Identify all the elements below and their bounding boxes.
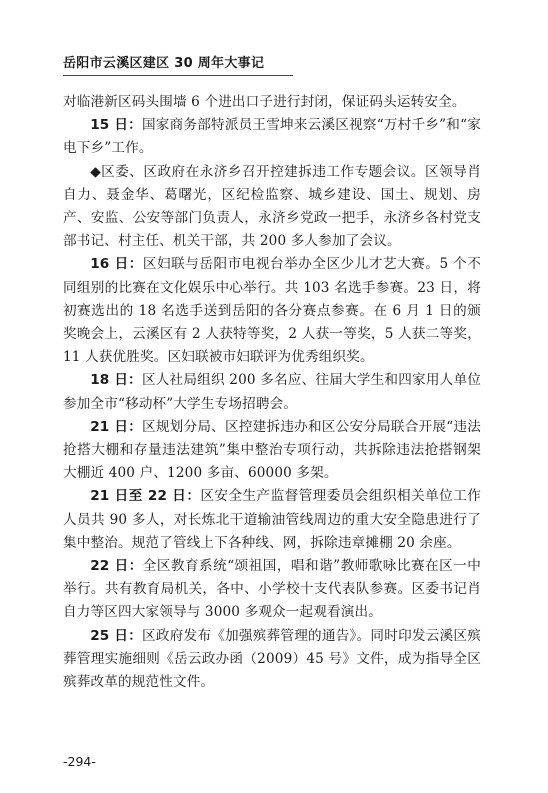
entry-text: ◆区委、区政府在永济乡召开控建拆违工作专题会议。区领导肖自力、聂金华、葛曙光，区纪检监察、城乡建设、国土、规划、房产、安监、公安等部门负责人，永济乡党政一把手，永济乡各村党支部书记、村主任、机关干部，共 200 多人参加了会议。 — [63, 163, 481, 250]
entry-date: 25 日： — [90, 627, 143, 644]
entry-text: 区政府发布《加强殡葬管理的通告》。同时印发云溪区殡葬管理实施细则《岳云政办函（2009）45 号》文件，成为指导全区殡葬改革的规范性文件。 — [63, 627, 481, 691]
entry-paragraph — [63, 369, 481, 415]
entry-date: 16 日： — [90, 256, 143, 273]
entry-paragraph — [63, 416, 481, 486]
running-header: 岳阳市云溪区建区 30 周年大事记 — [63, 56, 265, 71]
entry-paragraph — [63, 91, 481, 114]
entry-text: 对临港新区码头围墙 6 个进出口子进行封闭，保证码头运转安全。 — [63, 94, 466, 110]
page-body — [63, 91, 481, 694]
entry-date: 21 日至 22 日： — [90, 488, 201, 505]
entry-date: 15 日： — [90, 117, 142, 134]
page-number: -294- — [63, 754, 96, 769]
entry-text: 区妇联与岳阳市电视台举办全区少儿才艺大赛。5 个不同组别的比赛在文化娱乐中心举行。共 103 名选手参赛。23 日，将初赛选出的 18 名选手送到岳阳的各分赛点参赛。在 6 月 1 日的颁奖晚会上，云溪区有 2 人获特等奖，2 人获一等奖，5 人获二等奖，11 人获优胜奖。区妇联被市妇联评为优秀组织奖。 — [63, 256, 482, 366]
entry-date: 22 日： — [90, 558, 143, 575]
entry-paragraph — [63, 625, 481, 695]
entry-text: 区规划分局、区控建拆违办和区公安分局联合开展“违法抢搭大棚和存量违法建筑”集中整治专项行动，共拆除违法抢搭钢架大棚近 400 户、1200 多亩、60000 多架。 — [63, 418, 481, 482]
entry-text: 全区教育系统“颂祖国，唱和谐”教师歌咏比赛在区一中举行。共有教育局机关，各中、小学校十支代表队参赛。区委书记肖自力等区四大家领导与 3000 多观众一起观看演出。 — [63, 558, 481, 621]
entry-date: 18 日： — [90, 372, 142, 389]
entry-paragraph — [63, 485, 481, 555]
entry-paragraph — [63, 161, 481, 254]
header-rule — [63, 75, 293, 76]
entry-paragraph — [63, 253, 481, 369]
entry-text: 区安全生产监督管理委员会组织相关单位工作人员共 90 多人，对长炼北干道输油管线周边的重大安全隐患进行了集中整治。规范了管线上下各种线、网，拆除违章摊棚 20 余座。 — [63, 488, 482, 551]
entry-paragraph — [63, 555, 481, 625]
entry-paragraph — [63, 114, 481, 160]
entry-text: 国家商务部特派员王雪坤来云溪区视察“万村千乡”和“家电下乡”工作。 — [63, 117, 481, 157]
entry-date: 21 日： — [90, 418, 143, 435]
entry-text: 区人社局组织 200 多名应、往届大学生和四家用人单位参加全市“移动杯”大学生专场招聘会。 — [63, 372, 481, 412]
